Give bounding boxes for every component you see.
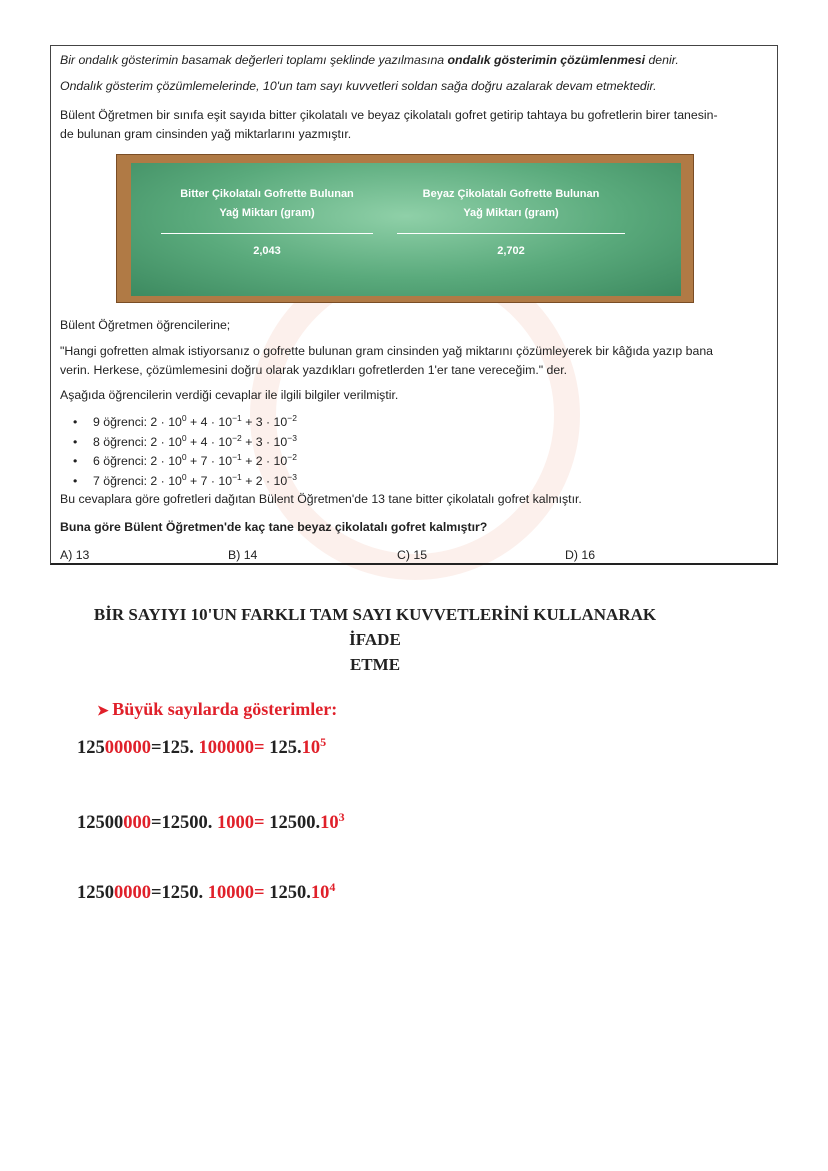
quote-line-1: "Hangi gofretten almak istiyorsanız o gofrette bulunan gram cinsinden yağ miktarını çözümleyerek bir kâğıda yazıp bana [60, 344, 714, 358]
answer-item [73, 429, 297, 449]
equation-part: 10000= [207, 883, 265, 904]
term-base: 2 · 10 [150, 473, 182, 488]
term-base: + 3 · 10 [241, 415, 288, 430]
equation-2 [77, 810, 345, 834]
equation-3 [77, 880, 335, 904]
arrow-bullet-icon: ➤ [97, 704, 113, 719]
equation-part: =1250. [151, 883, 208, 904]
equation-part: 1000= [217, 813, 265, 834]
equation-part: 1250 [77, 883, 114, 904]
term-base: 2 · 10 [150, 434, 182, 449]
term-base: 2 · 10 [150, 415, 182, 430]
answers-list [73, 409, 297, 487]
equation-part: 125 [77, 738, 105, 759]
equation-part: 100000= [198, 738, 265, 759]
chalkboard [116, 154, 694, 303]
term-exponent: −2 [232, 432, 242, 443]
question-box [50, 45, 778, 565]
equation-part: =12500. [151, 813, 218, 834]
equation-part: =125. [151, 738, 199, 759]
equation-part: 1250. [264, 883, 311, 904]
board-column-bitter [161, 185, 373, 261]
answer-label: 8 öğrenci: [93, 434, 151, 449]
term-exponent: 0 [181, 452, 187, 462]
paragraph-3: Aşağıda öğrencilerin verdiği cevaplar ile ilgili bilgiler verilmiştir. [60, 388, 399, 402]
equation-part: 12500 [77, 813, 124, 834]
equation-1 [77, 735, 326, 759]
equation-part: 125. [264, 738, 302, 759]
intro-text-end: denir. [645, 53, 679, 67]
answer-label: 7 öğrenci: [93, 473, 151, 488]
paragraph-2: Bülent Öğretmen öğrencilerine; [60, 318, 231, 332]
term-base: 2 · 10 [150, 454, 182, 469]
term-exponent: 0 [181, 471, 187, 482]
title-line-2: ETME [349, 655, 401, 674]
term-exponent: −3 [287, 471, 297, 482]
paragraph-4: Bu cevaplara göre gofretleri dağıtan Bülent Öğretmen'de 13 tane bitter çikolatalı gofret kalmıştır. [60, 492, 582, 506]
term-exponent: −1 [232, 471, 242, 482]
term-base: + 4 · 10 [186, 415, 233, 430]
equation-part: 00000 [104, 738, 151, 759]
term-exponent: −2 [287, 413, 297, 423]
subheading [97, 699, 337, 720]
intro-bold-term: ondalık gösterimin çözümlenmesi [447, 53, 646, 67]
term-exponent: 0 [181, 432, 187, 443]
board-column-white [397, 185, 625, 261]
term-exponent: −2 [287, 452, 297, 462]
paragraph-1b: de bulunan gram cinsinden yağ miktarlarını yazmıştır. [60, 127, 352, 141]
answer-item [73, 448, 297, 468]
term-base: + 7 · 10 [186, 454, 233, 469]
term-exponent: −1 [232, 413, 242, 423]
answer-label: 9 öğrenci: [93, 415, 151, 430]
intro-definition [60, 51, 679, 70]
bullet-icon: • [73, 473, 78, 488]
equation-part: 000 [123, 813, 151, 834]
answer-item [73, 409, 297, 429]
subheading-text: Büyük sayılarda gösterimler: [112, 699, 338, 719]
board-header: Yağ Miktarı (gram) [219, 207, 315, 219]
section-title [80, 602, 670, 677]
exponent: 4 [329, 880, 336, 894]
equation-part: 0000 [114, 883, 151, 904]
equation-part: 10 [301, 738, 321, 759]
board-value: 2,043 [161, 233, 373, 261]
equation-part: 12500. [264, 813, 321, 834]
equation-part: 10 [320, 813, 339, 834]
paragraph-1a: Bülent Öğretmen bir sınıfa eşit sayıda bitter çikolatalı ve beyaz çikolatalı gofret getirip tahtaya bu gofretlerin birer tanesin- [60, 108, 718, 122]
board-header: Yağ Miktarı (gram) [463, 207, 559, 219]
bullet-icon: • [73, 434, 78, 449]
bullet-icon: • [73, 415, 78, 430]
term-base: + 3 · 10 [241, 434, 288, 449]
option-a[interactable]: A) 13 [60, 548, 90, 562]
board-header: Bitter Çikolatalı Gofrette Bulunan [180, 188, 354, 200]
answer-label: 6 öğrenci: [93, 454, 151, 469]
term-exponent: −3 [287, 432, 297, 443]
term-base: + 7 · 10 [186, 473, 233, 488]
term-base: + 4 · 10 [186, 434, 233, 449]
equation-part: 10 [310, 883, 330, 904]
question-prompt: Buna göre Bülent Öğretmen'de kaç tane beyaz çikolatalı gofret kalmıştır? [60, 520, 488, 534]
term-base: + 2 · 10 [241, 473, 288, 488]
term-base: + 2 · 10 [241, 454, 288, 469]
quote-line-2: verin. Herkese, çözümlemesini doğru olarak yazdıkları gofretlerden 1'er tane vereceğim." der. [60, 363, 568, 377]
exponent: 3 [338, 810, 345, 824]
bullet-icon: • [73, 454, 78, 469]
title-line-1: BİR SAYIYI 10'UN FARKLI TAM SAYI KUVVETLERİNİ KULLANARAK İFADE [93, 605, 657, 649]
option-d[interactable]: D) 16 [565, 548, 596, 562]
exponent: 5 [320, 735, 327, 749]
option-b[interactable]: B) 14 [228, 548, 258, 562]
term-exponent: 0 [181, 413, 187, 423]
board-header: Beyaz Çikolatalı Gofrette Bulunan [422, 188, 600, 200]
intro-note: Ondalık gösterim çözümlemelerinde, 10'un tam sayı kuvvetleri soldan sağa doğru azalarak devam etmektedir. [60, 79, 657, 93]
board-value: 2,702 [397, 233, 625, 261]
intro-text: Bir ondalık gösterimin basamak değerleri toplamı şeklinde yazılmasına [60, 53, 448, 67]
answer-item [73, 468, 297, 488]
term-exponent: −1 [232, 452, 242, 462]
option-c[interactable]: C) 15 [397, 548, 428, 562]
